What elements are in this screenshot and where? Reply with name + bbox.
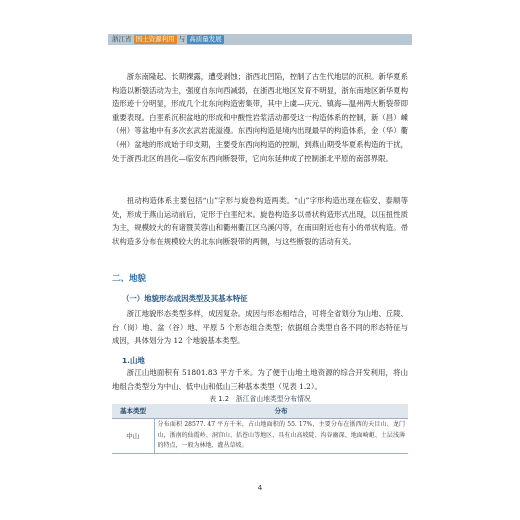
subsubsection-title-mountain: 1.山地 — [122, 356, 145, 365]
body-block-4 — [112, 366, 408, 393]
header-connector: 与 — [178, 35, 186, 43]
paragraph-tectonics: 浙东南隆起、长期裸露，遭受剥蚀；浙西北凹陷，控制了古生代地层的沉积。新华夏系构造以断裂活动为主，强度自东向西减弱，在浙西北地区发育不明显，浙东南地区新华夏构造形迹十分明显，形成几个北东向构造密集带，其中上虞—庆元、镇海—温州两大断裂带即重要表现。白垩系沉积盆地的形成和中酸性岩浆活动都受这一构造体系的控制，新（昌）嵊（州）等盆地中有多次玄武岩流溢漫。东西向构造是境内出现最早的构造体系，金（华）衢（州）盆地的形成始于印支期，主要受东西向构造的控制，到燕山期受华夏系构造的干扰，处于浙西北区的昌化—临安东西向断裂带，它向东延伸成了控制浙北平原的南部界限。 — [112, 72, 408, 163]
body-block-3 — [112, 307, 408, 348]
header-theme: 高质量发展 — [189, 35, 222, 43]
table-caption: 表 1.2 浙江省山地类型分布情况 — [209, 395, 311, 403]
body-block-2 — [112, 194, 408, 248]
table-header-row — [112, 404, 408, 419]
table-cell-distribution: 分布面积 28577. 47 平方千米，占山地面积的 55. 17%，主要分布在浙西的天目山、龙门山，浙南的仙霞岭、洞宫山、括苍山等地区，具有山高坡陡、沟谷幽深、地面崎岖、土层浅薄的特点，一般为林地、灌丛草坡。 — [154, 419, 408, 454]
paragraph-mountain-area: 浙江山地面积有 51801.83 平方千米。为了便于山地土地资源的综合开发利用，将山地组合类型分为中山、低中山和低山三种基本类型（见表 1.2）。 — [112, 368, 408, 391]
header-topic: 国土资源利用 — [135, 35, 175, 43]
header-province: 浙江省 — [112, 35, 132, 43]
section-title-landform: 二、地貌 — [112, 274, 147, 284]
paragraph-torsional-structures: 扭动构造体系主要包括“山”字形与旋卷构造两类。“山”字形构造出现在临安、泰顺等处，形成于燕山运动前后，定形于白垩纪末。旋卷构造多以帚状构造形式出现，以压扭性质为主，规模较大的有诸暨芙蓉山和衢州衢江区乌溪闪等，在南田附近也有小的帚状构造。帚状构造多分布在规模较大的北东向断裂带的两侧，与这些断裂的活动有关。 — [112, 196, 408, 246]
subsection-title-landform-types: （一）地貌形态成因类型及其基本特征 — [122, 294, 248, 303]
table-row — [112, 419, 408, 454]
running-header — [112, 34, 224, 45]
paragraph-landform-types: 浙江地貌形态类型多样，成因复杂。成因与形态相结合，可将全省划分为山地、丘陵、台（岗）地、盆（谷）地、平原 5 个形态组合类型；依据组合类型自各不同的形态特征与成因，具体划分为 12 个地貌基本类型。 — [112, 309, 408, 346]
page-number: 4 — [257, 484, 263, 492]
body-block-1 — [112, 70, 408, 165]
mountain-type-table — [112, 404, 408, 454]
table-header-type: 基本类型 — [112, 404, 154, 419]
table-cell-type: 中山 — [112, 419, 154, 454]
table-header-distribution: 分布 — [154, 404, 408, 419]
